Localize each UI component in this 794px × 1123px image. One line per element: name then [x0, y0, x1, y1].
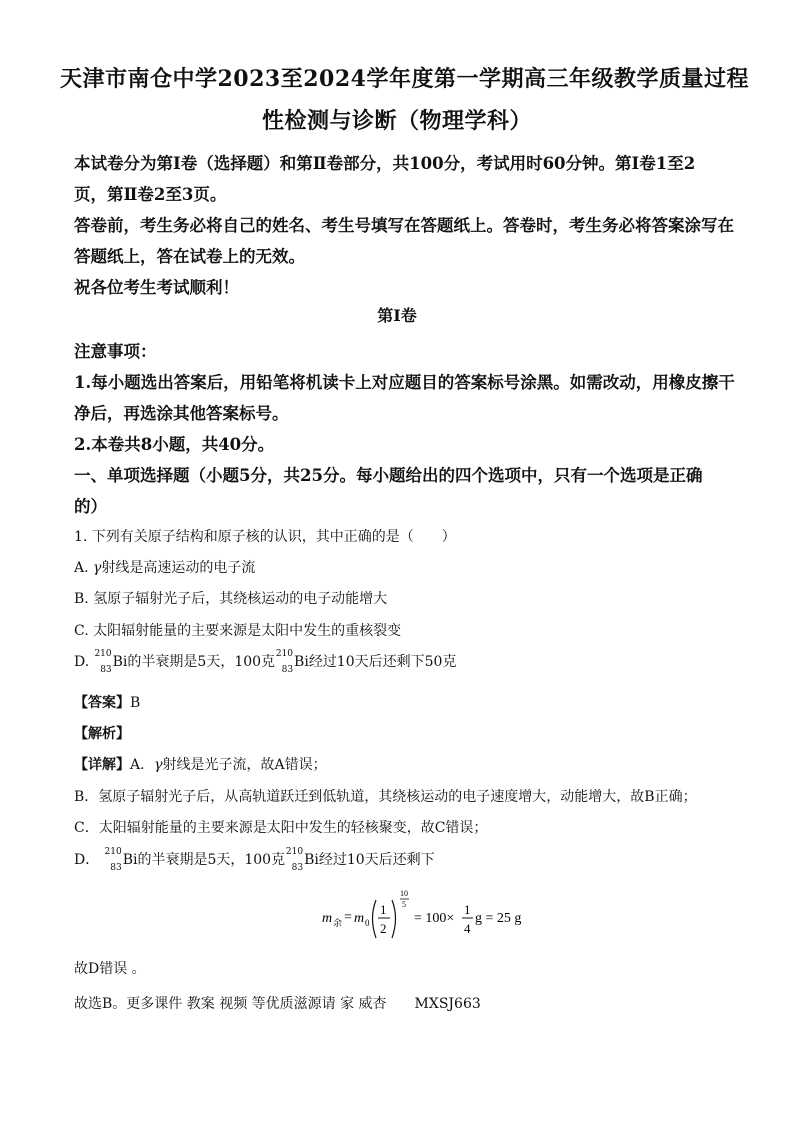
exponent-numerator: 10 [400, 889, 408, 898]
intro-line: 本试卷分为第Ⅰ卷（选择题）和第Ⅱ卷部分，共100分，考试用时60分钟。第Ⅰ卷1至2 [74, 154, 696, 173]
decay-formula [320, 888, 530, 944]
answer-line [74, 692, 140, 712]
option-text: 的半衰期是5天，100克 [127, 654, 276, 670]
atomic-number: 83 [110, 863, 122, 873]
option-a [74, 557, 255, 577]
exponent-denominator: 5 [402, 900, 406, 909]
intro-line: 答题纸上，答在试卷上的无效。 [74, 247, 305, 266]
nuclide-symbol [285, 848, 303, 872]
detail-c: C．太阳辐射能量的主要来源是太阳中发生的轻核聚变，故C错误； [74, 820, 488, 836]
option-text: 射线是高速运动的电子流 [101, 560, 256, 576]
detail-a [74, 754, 327, 774]
formula-graphic [320, 888, 530, 944]
formula-result: g = 25 g [475, 911, 522, 926]
detail-text: 经过10天后还剩下 [318, 852, 435, 868]
right-paren [392, 900, 396, 938]
document-title-line2: 性检测与诊断（物理学科） [261, 108, 532, 134]
formula-rhs: = 100× [414, 911, 455, 926]
rhs-fraction-numerator: 1 [464, 902, 471, 917]
intro-line: 答卷前，考生务必将自己的姓名、考生号填写在答题纸上。答卷时，考生务必将答案涂写在 [74, 216, 734, 235]
mass-number: 210 [94, 649, 112, 659]
detail-d [74, 848, 435, 872]
notes-item1: 1.每小题选出答案后，用铅笔将机读卡上对应题目的答案标号涂黑。如需改动，用橡皮擦干 [74, 373, 735, 392]
element-symbol: Bi [304, 852, 319, 868]
atomic-number: 83 [291, 863, 304, 873]
formula-m-sub: 余 [333, 918, 343, 928]
nuclide-symbol [94, 650, 112, 674]
part1-heading-cont: 的） [74, 497, 107, 516]
intro-line: 祝各位考生考试顺利！ [74, 278, 239, 297]
element-symbol: Bi [122, 852, 138, 868]
formula-equals: = [344, 910, 352, 925]
detail-text: 的半衰期是5天，100克 [137, 852, 286, 868]
atomic-number: 83 [281, 665, 294, 675]
option-label: D. [74, 654, 90, 670]
option-label: A. [74, 560, 89, 576]
notes-item1-cont: 净后，再选涂其他答案标号。 [74, 404, 289, 423]
document-title-line1: 天津市南仓中学2023至2024学年度第一学期高三年级教学质量过程 [60, 66, 749, 92]
left-paren [373, 900, 377, 938]
element-symbol: Bi [294, 654, 309, 670]
answer-label: 【答案】 [74, 695, 130, 711]
option-c: C. 太阳辐射能量的主要来源是太阳中发生的重核裂变 [74, 623, 402, 639]
notes-heading: 注意事项： [74, 342, 157, 361]
intro-line: 页，第Ⅱ卷2至3页。 [74, 185, 227, 204]
rhs-fraction-denominator: 4 [464, 921, 471, 936]
detail-prefix: D． [74, 852, 100, 868]
notes-item2: 2.本卷共8小题，共40分。 [74, 435, 275, 454]
mass-number: 210 [104, 847, 122, 857]
answer-value: B [130, 695, 141, 711]
detail-label: 【详解】 [74, 757, 130, 773]
detail-conclusion: 故D错误 。 [74, 961, 146, 977]
atomic-number: 83 [100, 665, 112, 675]
final-answer: 故选B。更多课件 教案 视频 等优质滋源请 家 威杏 MXSJ663 [74, 996, 481, 1012]
element-symbol: Bi [112, 654, 128, 670]
section-heading: 第Ⅰ卷 [377, 306, 417, 325]
fraction-denominator: 2 [380, 921, 387, 936]
formula-m0: m [354, 911, 365, 926]
nuclide-symbol [104, 848, 122, 872]
mass-number: 210 [285, 847, 304, 857]
part1-heading: 一、单项选择题（小题5分，共25分。每小题给出的四个选项中，只有一个选项是正确 [74, 466, 703, 485]
detail-b: B．氢原子辐射光子后，从高轨道跃迁到低轨道，其绕核运动的电子速度增大，动能增大，故B正确； [74, 789, 697, 805]
option-b: B. 氢原子辐射光子后，其绕核运动的电子动能增大 [74, 591, 388, 607]
analysis-tag: 【解析】 [74, 726, 130, 742]
mass-number: 210 [275, 649, 294, 659]
detail-prefix: A． [130, 757, 155, 773]
gamma-symbol: γ [93, 560, 102, 576]
detail-text: 射线是光子流，故A错误； [162, 757, 327, 773]
formula-m: m [322, 911, 333, 926]
option-d [74, 650, 456, 674]
fraction-numerator: 1 [380, 902, 387, 917]
nuclide-symbol [275, 650, 293, 674]
formula-m0-sub: 0 [365, 918, 370, 928]
analysis-label [74, 723, 130, 743]
gamma-symbol: γ [154, 757, 163, 773]
question-stem: 1. 下列有关原子结构和原子核的认识，其中正确的是（ ） [74, 529, 456, 545]
option-text: 经过10天后还剩下50克 [308, 654, 457, 670]
